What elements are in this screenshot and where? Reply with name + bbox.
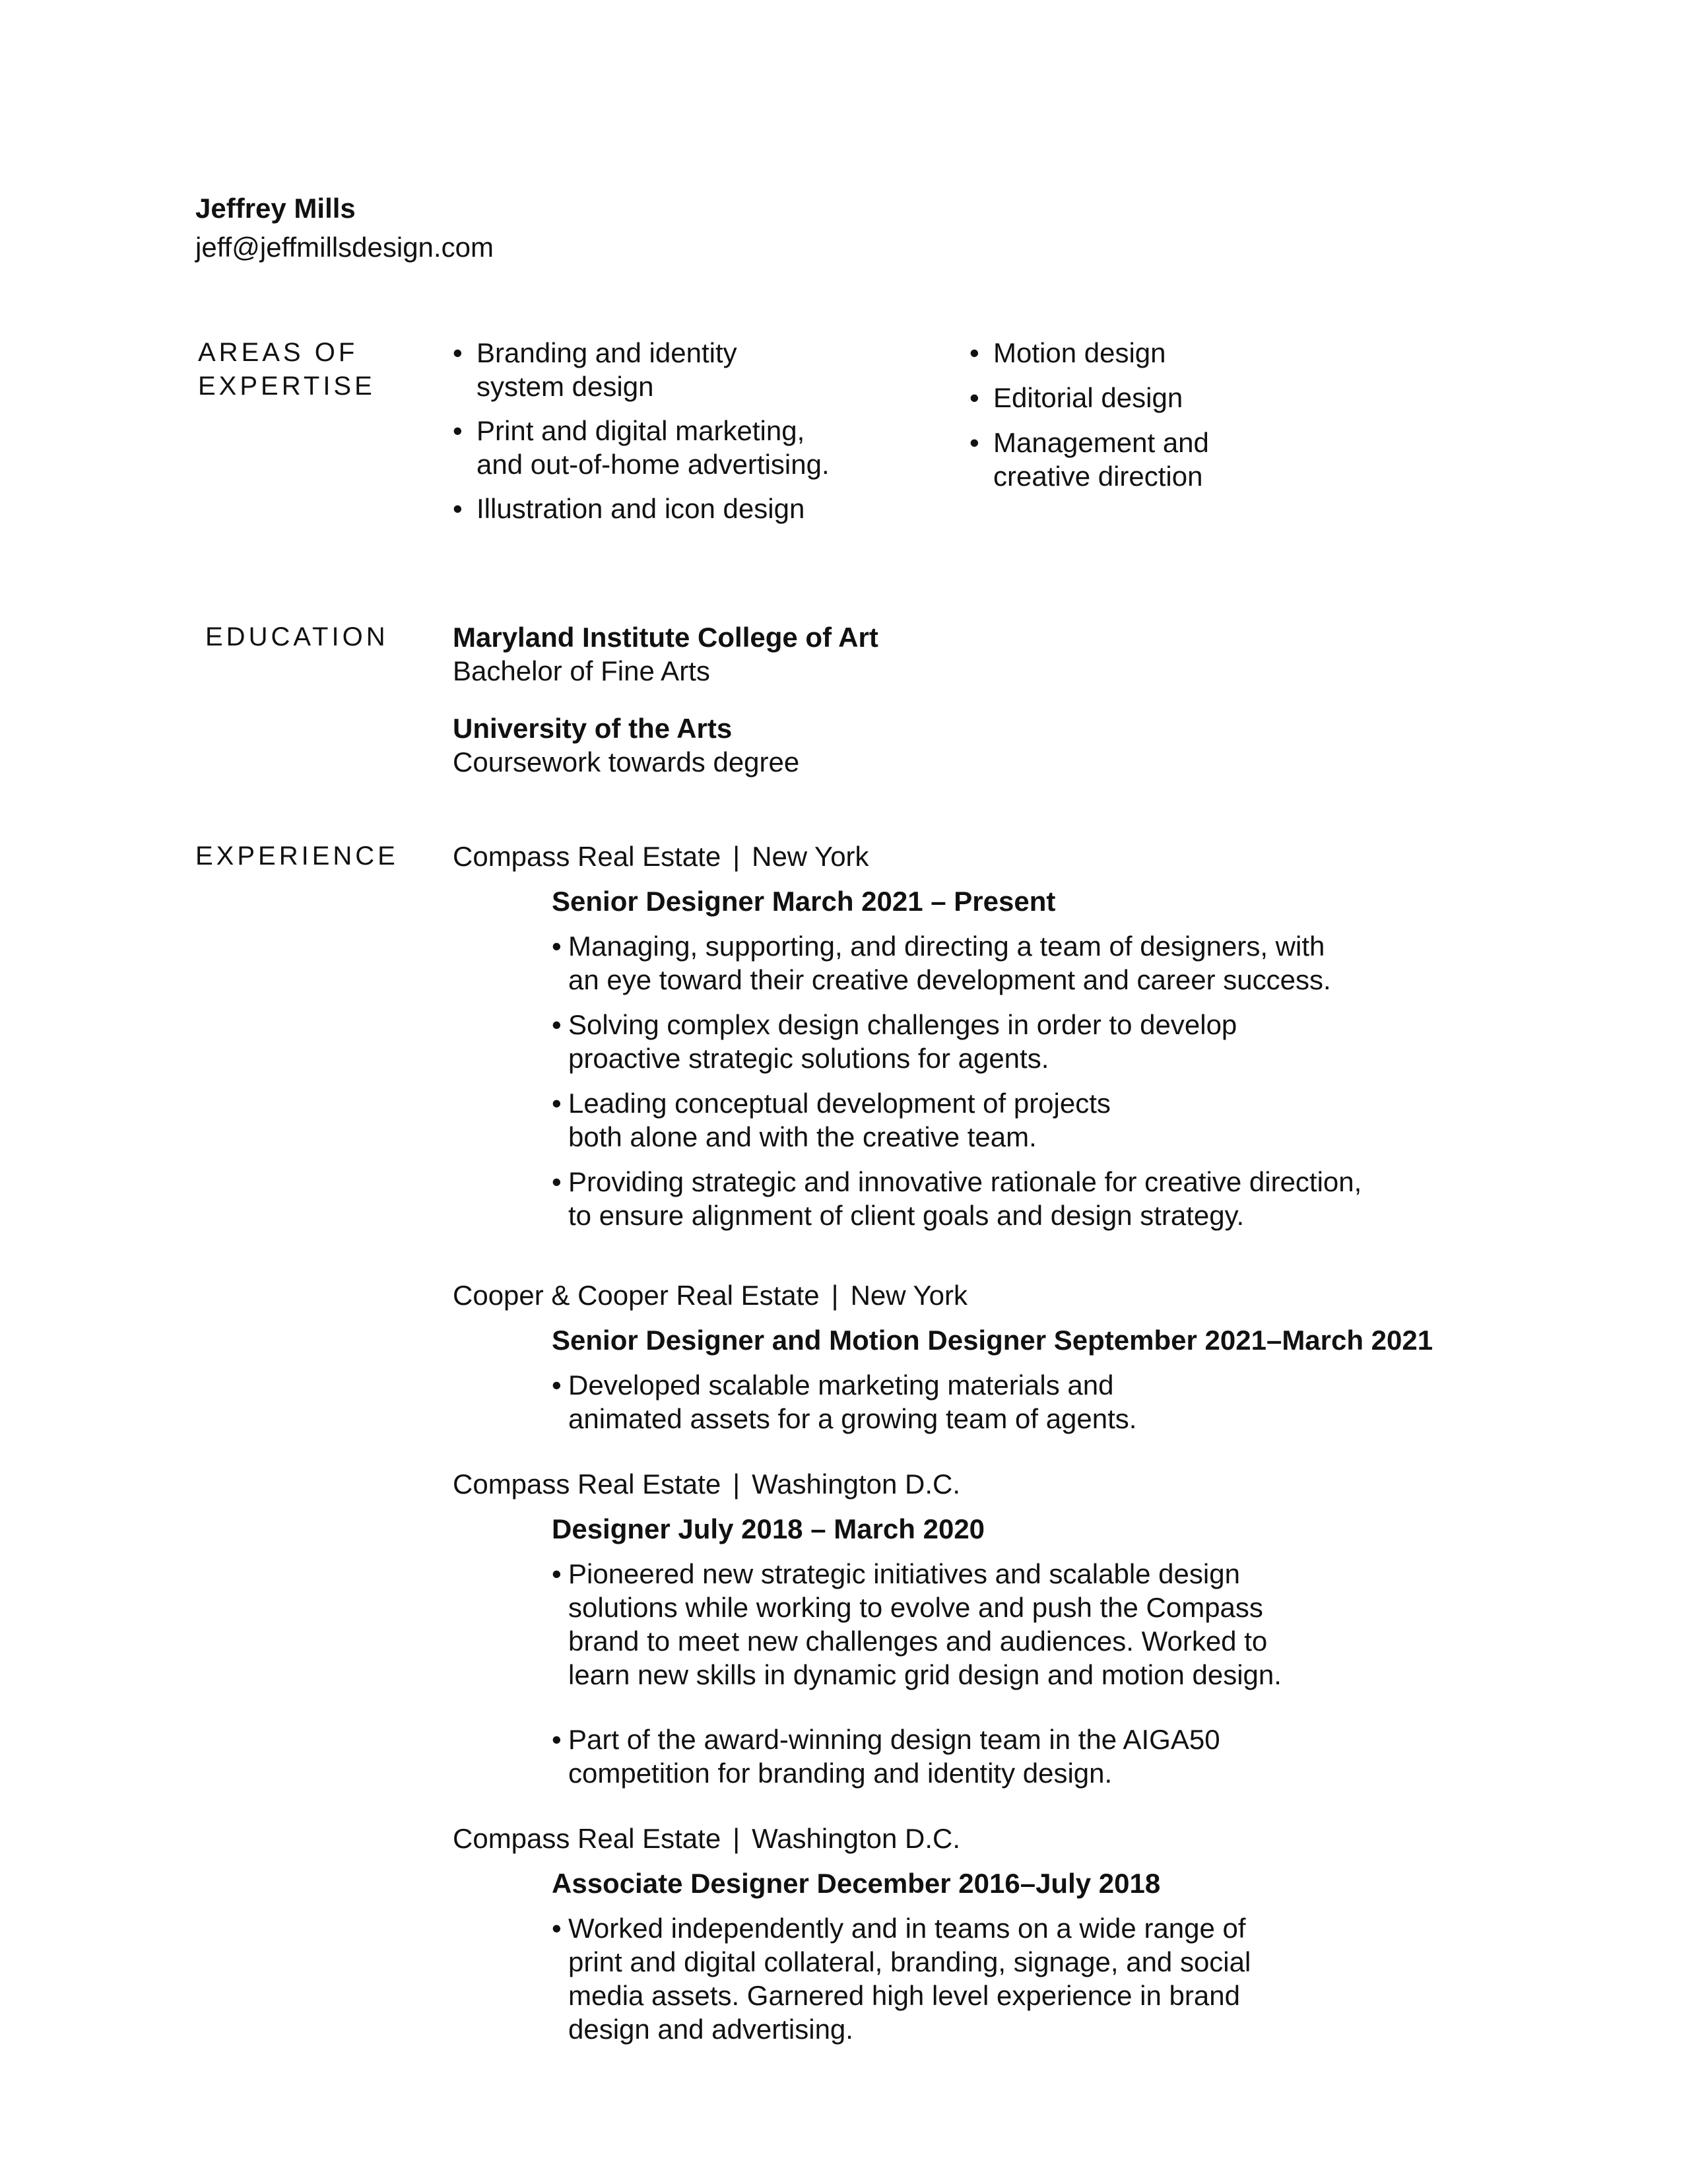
company-location: Washington D.C. <box>752 1468 961 1500</box>
job-title: Senior Designer and Motion Designer September 2021–March 2021 <box>552 1325 1433 1356</box>
bullet-icon: • <box>969 382 979 413</box>
bullet-icon: • <box>453 415 463 446</box>
job-company-line <box>453 1822 960 1855</box>
company-name: Cooper & Cooper Real Estate <box>453 1280 820 1311</box>
job-bullet: • Solving complex design challenges in order to develop proactive strategic solutions for agents. <box>552 1009 1237 1074</box>
bullet-icon: • <box>969 337 979 368</box>
bullet-icon: • <box>552 1558 562 1589</box>
job-company-line <box>453 840 869 873</box>
job-bullet: • Worked independently and in teams on a wide range of print and digital collateral, branding, signage, and social media assets. Garnered high level experience in brand design and advertising. <box>552 1913 1251 2045</box>
separator: | <box>733 1468 740 1500</box>
job-bullet: • Pioneered new strategic initiatives and scalable design solutions while working to evolve and push the Compass brand to meet new challenges and audiences. Worked to learn new skills in dynamic grid design and motion design. <box>552 1558 1282 1690</box>
school-name: Maryland Institute College of Art <box>453 622 878 653</box>
job-bullet: • Providing strategic and innovative rationale for creative direction, to ensure alignment of client goals and design strategy. <box>552 1166 1362 1231</box>
school-degree: Bachelor of Fine Arts <box>453 655 710 686</box>
company-name: Compass Real Estate <box>453 841 721 872</box>
job-title: Designer July 2018 – March 2020 <box>552 1513 985 1544</box>
bullet-icon: • <box>453 337 463 368</box>
bullet-icon: • <box>552 1088 562 1119</box>
job-title: Associate Designer December 2016–July 2018 <box>552 1868 1161 1899</box>
job-bullet: • Leading conceptual development of projects both alone and with the creative team. <box>552 1088 1111 1152</box>
resume-name: Jeffrey Mills <box>195 193 356 224</box>
expertise-item: • Editorial design <box>969 382 1183 413</box>
company-location: New York <box>752 841 869 872</box>
bullet-icon: • <box>969 427 979 458</box>
school-name: University of the Arts <box>453 713 733 744</box>
separator: | <box>831 1280 839 1311</box>
bullet-icon: • <box>552 1009 562 1040</box>
job-bullet: • Managing, supporting, and directing a team of designers, with an eye toward their creative development and career success. <box>552 931 1331 995</box>
bullet-icon: • <box>552 1370 562 1401</box>
contact-email[interactable]: jeff@jeffmillsdesign.com <box>195 232 494 263</box>
job-company-line <box>453 1467 960 1501</box>
expertise-item: • Illustration and icon design <box>453 493 805 524</box>
experience-heading: EXPERIENCE <box>195 842 399 871</box>
expertise-heading <box>198 336 376 403</box>
bullet-icon: • <box>453 493 463 524</box>
job-title: Senior Designer March 2021 – Present <box>552 886 1056 917</box>
expertise-item: • Print and digital marketing, and out-of-home advertising. <box>453 415 830 480</box>
expertise-heading-line-2: EXPERTISE <box>198 372 376 401</box>
school-degree: Coursework towards degree <box>453 746 800 777</box>
expertise-heading-line-1: AREAS OF <box>198 338 358 367</box>
bullet-icon: • <box>552 931 562 962</box>
expertise-item: • Motion design <box>969 337 1166 368</box>
company-location: Washington D.C. <box>752 1823 961 1854</box>
expertise-item: • Management and creative direction <box>969 427 1209 492</box>
expertise-item: • Branding and identity system design <box>453 337 737 402</box>
bullet-icon: • <box>552 1724 562 1755</box>
separator: | <box>733 1823 740 1854</box>
education-heading: EDUCATION <box>205 622 389 651</box>
bullet-icon: • <box>552 1166 562 1197</box>
job-bullet: • Developed scalable marketing materials and animated assets for a growing team of agents. <box>552 1370 1137 1434</box>
bullet-icon: • <box>552 1913 562 1944</box>
job-bullet: • Part of the award-winning design team in the AIGA50 competition for branding and identity design. <box>552 1724 1220 1789</box>
company-location: New York <box>850 1280 968 1311</box>
company-name: Compass Real Estate <box>453 1823 721 1854</box>
job-company-line <box>453 1278 968 1312</box>
separator: | <box>733 841 740 872</box>
company-name: Compass Real Estate <box>453 1468 721 1500</box>
